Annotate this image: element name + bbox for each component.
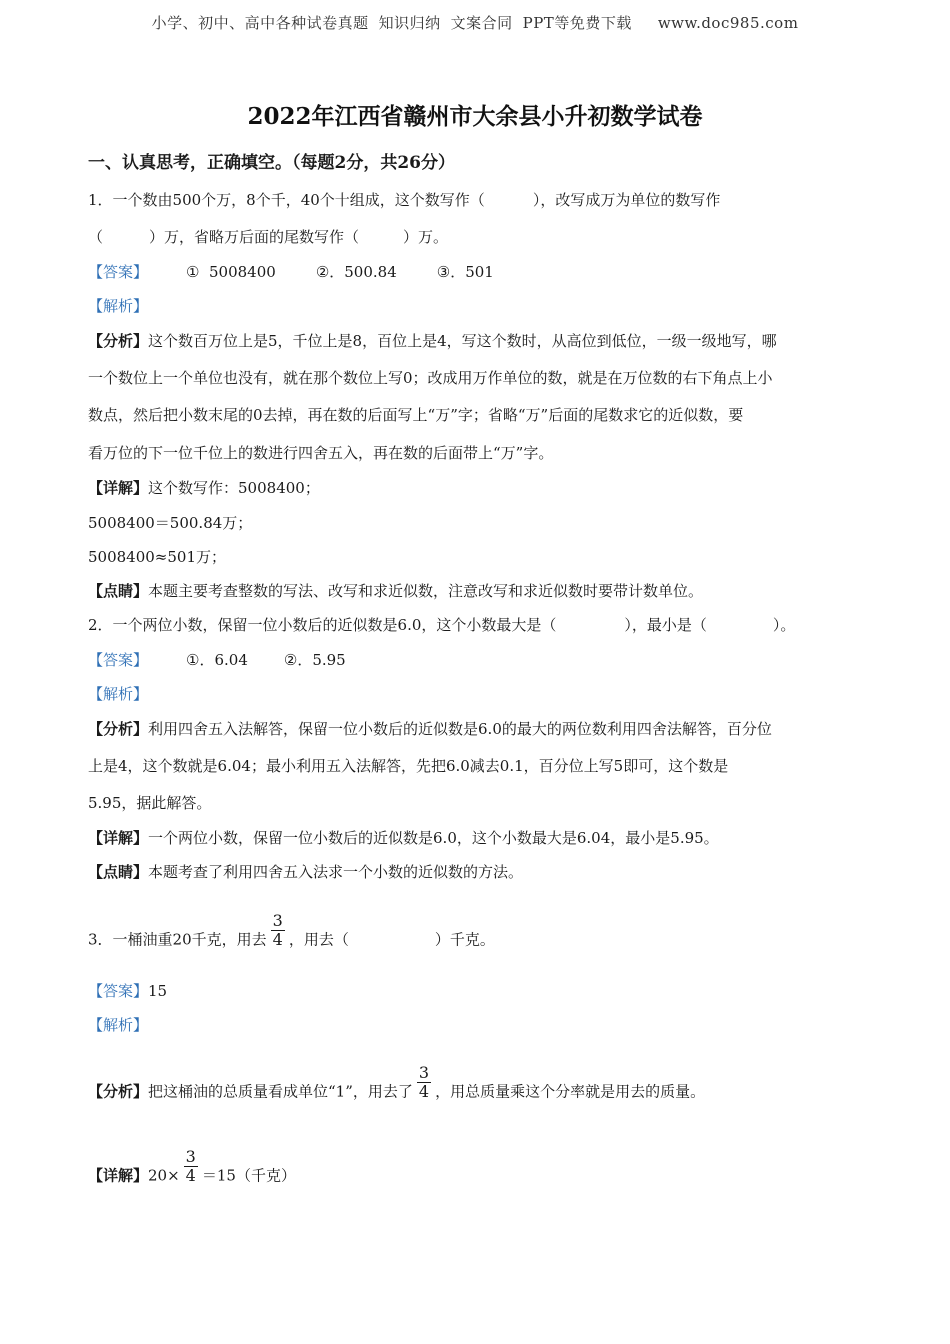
jiexi-tag: 【解析】 (88, 685, 149, 703)
q3-analysis-text: ，用总质量乘这个分率就是用去的质量。 (435, 1082, 706, 1101)
q1-text: （ (88, 228, 104, 246)
q1-stem-line2 (88, 227, 448, 247)
fraction-denominator: 4 (272, 930, 283, 949)
q3-text: ，用去（ (288, 930, 349, 949)
q3-answer-value: 15 (148, 982, 168, 1000)
q3-answer (88, 981, 167, 1001)
q2-tip (88, 862, 523, 882)
fenxi-tag: 【分析】 (88, 1082, 149, 1101)
fraction-denominator: 4 (418, 1082, 430, 1101)
q1-stem-line1 (88, 190, 720, 210)
answer-tag: 【答案】 (88, 263, 149, 281)
q1-analysis-line: 看万位的下一位千位上的数进行四舍五入，再在数的后面带上“万”字。 (88, 444, 554, 462)
q3-detail-text: 20× (148, 1166, 180, 1185)
q1-text: ）万，省略万后面的尾数写作（ (149, 228, 360, 246)
jiexi-tag: 【解析】 (88, 1016, 149, 1034)
q2-analysis-line: 上是4，这个数就是6.04；最小利用五入法解答，先把6.0减去0.1，百分位上写5即可，这个数是 (88, 757, 729, 775)
header-item: 文案合同 (450, 14, 513, 32)
q1-detail-line (88, 478, 320, 498)
q1-text: ）万。 (403, 228, 449, 246)
fraction (271, 912, 285, 949)
q3-stem (88, 911, 495, 959)
dianjing-tag: 【点睛】 (88, 582, 149, 600)
header-item: PPT等免费下载 (522, 14, 632, 32)
xiangjie-tag: 【详解】 (88, 1166, 149, 1185)
q1-analysis-line: 数点，然后把小数末尾的0去掉，再在数的后面写上“万”字；省略“万”后面的尾数求它的近似数，要 (88, 406, 744, 424)
q3-text: 3．一桶油重20千克，用去 (88, 930, 267, 949)
q1-detail-line: 5008400＝500.84万； (88, 514, 253, 532)
q1-tip (88, 581, 703, 601)
exam-title: 2022年江西省赣州市大余县小升初数学试卷 (247, 103, 703, 130)
header-item: 小学、初中、高中各种试卷真题 (151, 14, 369, 32)
xiangjie-tag: 【详解】 (88, 829, 149, 847)
q2-answer (88, 650, 346, 670)
q3-detail (88, 1147, 296, 1195)
q1-detail-text: 这个数写作：5008400； (148, 479, 320, 497)
fraction-numerator: 3 (418, 1063, 430, 1082)
jiexi-tag: 【解析】 (88, 297, 149, 315)
q2-analysis-line: 5.95，据此解答。 (88, 794, 212, 812)
q2-text: ），最小是（ (624, 616, 707, 634)
fraction (417, 1064, 431, 1101)
fraction-numerator: 3 (185, 1147, 196, 1166)
q1-analysis-line (88, 331, 777, 351)
answer-tag: 【答案】 (88, 982, 149, 1000)
header-item: 知识归纳 (378, 14, 441, 32)
q1-answer-2: ②．500.84 (315, 263, 397, 281)
q1-text: 1．一个数由500个万，8个千，40个十组成，这个数写作（ (88, 191, 485, 209)
q2-text: ）。 (772, 616, 796, 634)
fraction-denominator: 4 (185, 1166, 196, 1185)
q2-detail (88, 828, 719, 848)
q2-answer-1: ①．6.04 (186, 651, 248, 669)
q3-analysis (88, 1063, 706, 1111)
q1-text: ），改写成万为单位的数写作 (532, 191, 721, 209)
q1-answer-1: ① 5008400 (186, 263, 276, 281)
q2-text: 2．一个两位小数，保留一位小数后的近似数是6.0，这个小数最大是（ (88, 616, 557, 634)
q2-analysis-text: 利用四舍五入法解答，保留一位小数后的近似数是6.0的最大的两位数利用四舍法解答，百分位 (148, 720, 772, 738)
q1-answer-3: ③．501 (436, 263, 494, 281)
q2-stem (88, 615, 795, 635)
page-header (0, 12, 950, 33)
q1-analysis-line: 一个数位上一个单位也没有，就在那个数位上写0；改成用万作单位的数，就是在万位数的右下角点上小 (88, 369, 773, 387)
q2-answer-2: ②．5.95 (283, 651, 346, 669)
fenxi-tag: 【分析】 (88, 720, 149, 738)
q2-analysis-line (88, 719, 772, 739)
fraction (184, 1148, 198, 1185)
header-site-link[interactable]: www.doc985.com (657, 14, 799, 32)
dianjing-tag: 【点睛】 (88, 863, 149, 881)
section-heading: 一、认真思考，正确填空。（每题2分，共26分） (88, 153, 455, 173)
xiangjie-tag: 【详解】 (88, 479, 149, 497)
q2-tip-text: 本题考查了利用四舍五入法求一个小数的近似数的方法。 (148, 863, 524, 881)
answer-tag: 【答案】 (88, 651, 149, 669)
q3-detail-text: ＝15（千克） (201, 1166, 296, 1185)
q3-text: ）千克。 (434, 930, 495, 949)
fraction-numerator: 3 (272, 911, 283, 930)
fenxi-tag: 【分析】 (88, 332, 149, 350)
q2-detail-text: 一个两位小数，保留一位小数后的近似数是6.0，这个小数最大是6.04，最小是5.95。 (148, 829, 719, 847)
q1-tip-text: 本题主要考查整数的写法、改写和求近似数，注意改写和求近似数时要带计数单位。 (148, 582, 704, 600)
q1-detail-line: 5008400≈501万； (88, 548, 227, 566)
q3-analysis-text: 把这桶油的总质量看成单位“1”，用去了 (148, 1082, 413, 1101)
q1-analysis-text: 这个数百万位上是5，千位上是8，百位上是4，写这个数时，从高位到低位，一级一级地写，哪 (148, 332, 777, 350)
q1-answer (88, 262, 494, 282)
